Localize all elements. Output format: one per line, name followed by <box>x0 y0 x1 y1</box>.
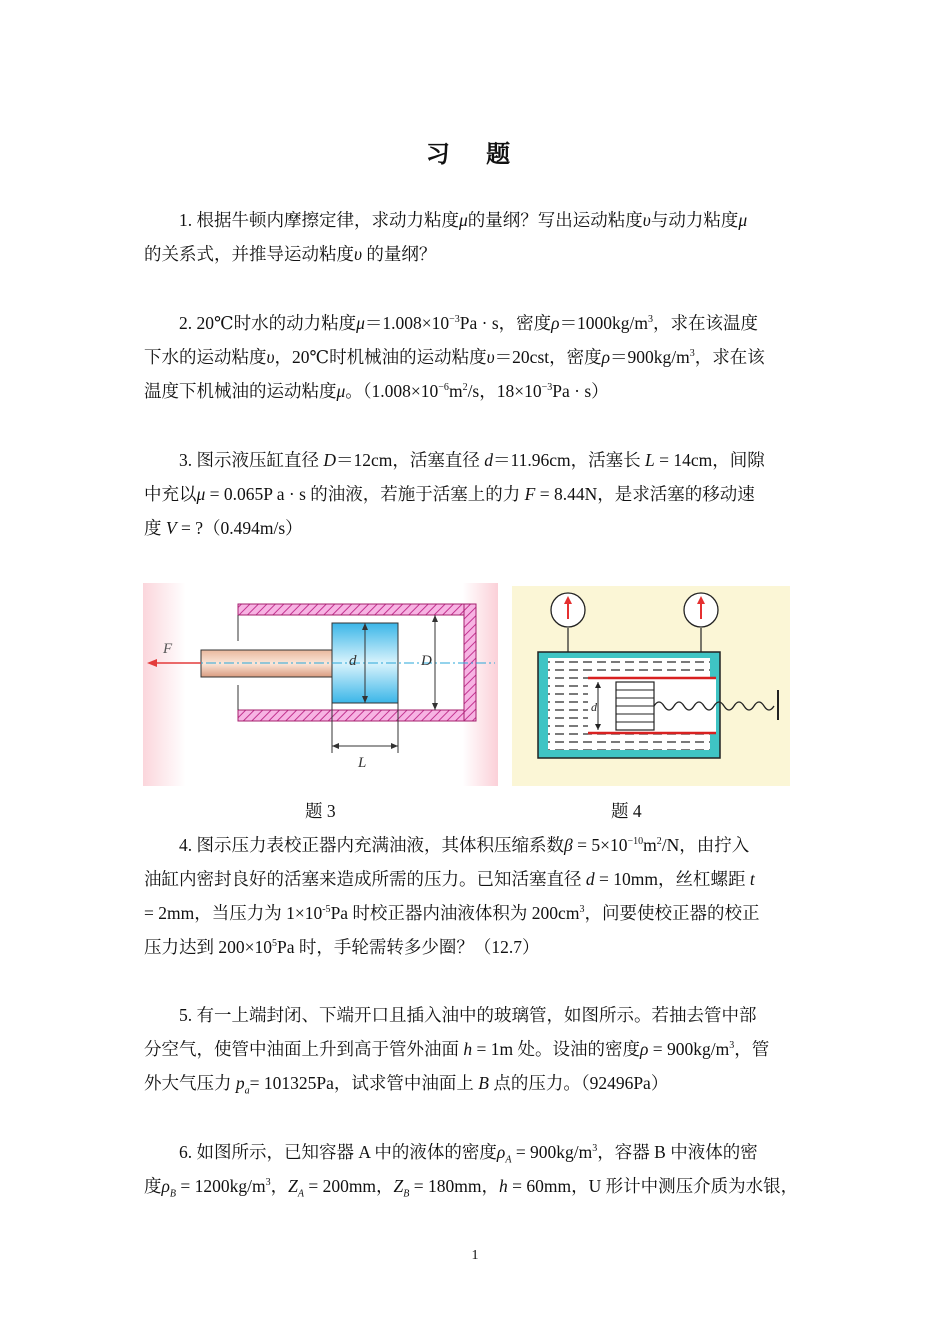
question-5: 5. 有一上端封闭、下端开口且插入油中的玻璃管，如图所示。若抽去管中部 分空气，使管中油面上升到高于管外油面 h = 1m 处。设油的密度$\rho = 900kg/m^3$，管 外大气压力 $p_a= 101325Pa$，试求管中油面上 B 点的压力。（92496Pa） <box>144 1005 770 1097</box>
cylinder-top-wall <box>238 604 476 615</box>
caption-fig4: 题 4 <box>611 801 642 821</box>
label-L: L <box>358 755 367 771</box>
question-6: 6. 如图所示，已知容器 A 中的液体的密度$\rho_A = 900kg/m^3$，容器 B 中液体的密 度$\rho_B = 1200kg/m^3$，$Z_A = 200mm$，$Z_B = 180mm$，h = 60mm，U 形计中测压介质为水银， <box>144 1142 799 1200</box>
page-title: 习 题 <box>425 140 525 168</box>
question-3: 3. 图示液压缸直径 D＝12cm，活塞直径 d＝11.96cm，活塞长 L = 14cm，间隙 中充以μ = 0.065P a · s 的油液，若施于活塞上的力 F = 8.44N，是求活塞的移动速 度 V = ?（0.494m/s） <box>144 450 765 538</box>
caption-fig3: 题 3 <box>305 801 336 821</box>
label-F: F <box>163 641 173 657</box>
label-d: d <box>591 700 597 714</box>
figure-3-hydraulic-cylinder <box>143 583 498 786</box>
label-d: d <box>349 653 357 669</box>
question-1: 1. 根据牛顿内摩擦定律，求动力粘度μ的量纲？写出运动粘度υ与动力粘度μ 的关系式，并推导运动粘度υ 的量纲？ <box>144 210 748 264</box>
page-number: 1 <box>471 1248 479 1263</box>
label-D: D <box>421 653 432 669</box>
figure-4-pressure-calibrator <box>512 586 790 786</box>
question-2: 2. 20℃时水的动力粘度$\mu=1.008\times 10^{-3}Pa \cdot s$，密度$\rho=1000kg/m^3$，求在该温度 下水的运动粘度υ，20℃时机械油的运动粘度υ＝20cst，密度$\rho=900kg/m^3$，求在该 温度下机械油的运动粘度μ。（$1.008\times 10^{-6}m^2/s$，$18\times 10^{-3}Pa \cdot s$） <box>144 313 765 401</box>
question-4: 4. 图示压力表校正器内充满油液，其体积压缩系数$\beta = 5\times 10^{-10}m^2/N$，由拧入 油缸内密封良好的活塞来造成所需的压力。已知活塞直径 d = 10mm，丝杠螺距 t = 2mm，当压力为 $1\times 10^{-5}Pa$ 时校正器内油液体积为 $200cm^3$，问要使校正器的校正 压力达到 $200\times 10^5Pa$ 时，手轮需转多少圈？（12.7） <box>144 835 760 957</box>
cylinder-bottom-wall <box>238 710 476 721</box>
